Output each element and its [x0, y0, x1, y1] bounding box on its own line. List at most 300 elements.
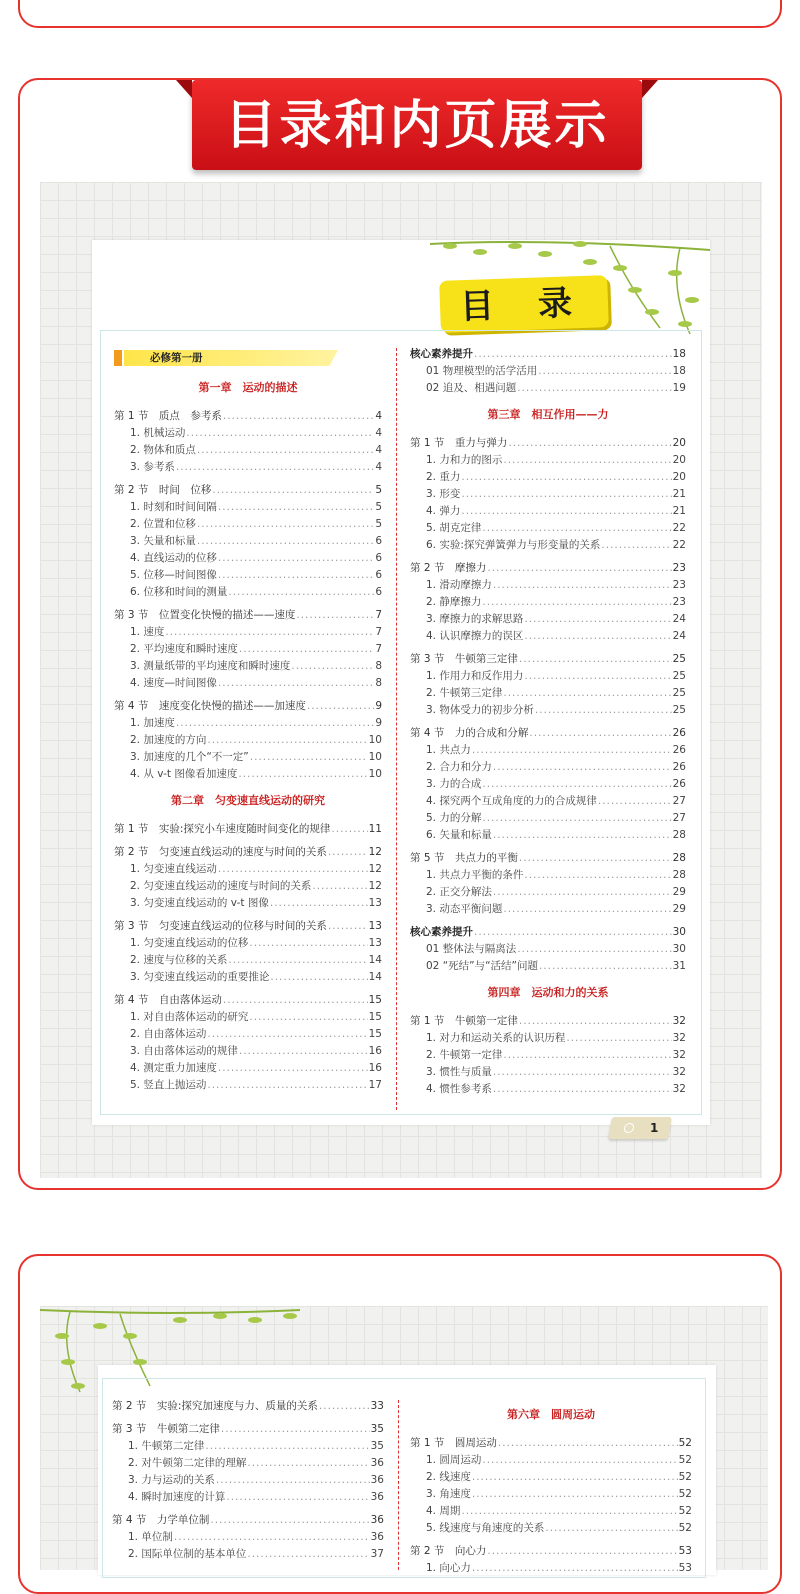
toc-entry-page: 28	[672, 829, 686, 841]
dot-leader	[218, 567, 374, 583]
toc-entry-title: 1. 匀变速直线运动的位移	[130, 937, 249, 949]
toc-entry-page: 26	[672, 744, 686, 756]
toc-entry-page: 32	[672, 1066, 686, 1078]
toc-entry-page: 10	[368, 751, 382, 763]
toc-entry-title: 5. 线速度与角速度的关系	[426, 1522, 545, 1534]
dot-leader	[328, 918, 368, 934]
toc-entry	[114, 1026, 382, 1042]
dot-leader	[524, 668, 671, 684]
toc-entry-title: 1. 牛顿第二定律	[128, 1440, 205, 1452]
toc-entry-page: 15	[368, 1011, 382, 1023]
toc-entry	[410, 486, 686, 502]
dot-leader	[218, 1060, 368, 1076]
toc-entry	[410, 827, 686, 843]
toc-entry	[410, 884, 686, 900]
toc-entry	[114, 878, 382, 894]
chapter-heading: 第四章 运动和力的关系	[487, 986, 609, 999]
dot-leader	[461, 1503, 677, 1519]
toc-entry	[112, 1455, 384, 1471]
column-divider	[396, 348, 397, 1110]
toc-entry-title: 4. 从 v-t 图像看加速度	[130, 768, 238, 780]
dot-leader	[228, 952, 367, 968]
toc-entry-page: 6	[375, 569, 382, 581]
toc-entry	[410, 537, 686, 553]
toc-entry	[410, 1469, 692, 1485]
dot-leader	[472, 1469, 678, 1485]
toc-entry-page: 36	[370, 1531, 384, 1543]
dot-leader	[249, 935, 367, 951]
dot-leader	[221, 1421, 370, 1437]
toc-entry	[410, 380, 686, 396]
toc-entry	[410, 1064, 686, 1080]
dot-leader	[239, 1043, 368, 1059]
dot-leader	[598, 793, 672, 809]
toc-entry-page: 13	[368, 937, 382, 949]
toc-entry-page: 23	[672, 596, 686, 608]
toc-entry-page: 35	[370, 1423, 384, 1435]
toc-entry-page: 8	[375, 660, 382, 672]
toc-entry-title: 3. 惯性与质量	[426, 1066, 492, 1078]
toc-entry-title: 4. 弹力	[426, 505, 461, 517]
toc-entry-page: 14	[368, 954, 382, 966]
toc-entry-page: 4	[375, 444, 382, 456]
toc-entry	[114, 732, 382, 748]
toc-entry-title: 3. 摩擦力的求解思路	[426, 613, 524, 625]
dot-leader	[228, 584, 374, 600]
dot-leader	[461, 469, 671, 485]
dot-leader	[493, 827, 672, 843]
dot-leader	[247, 1455, 369, 1471]
toc-section	[410, 1435, 692, 1451]
toc-section	[114, 844, 382, 860]
dot-leader	[519, 651, 672, 667]
toc-entry-title: 3. 动态平衡问题	[426, 903, 503, 915]
toc-entry-title: 2. 对牛顿第二定律的理解	[128, 1457, 247, 1469]
toc-section	[410, 560, 686, 576]
column-divider-2	[398, 1400, 399, 1570]
volume-tag-label: 必修第一册	[150, 352, 203, 364]
toc-entry-title: 1. 加速度	[130, 717, 175, 729]
toc-entry-title: 5. 力的分解	[426, 812, 482, 824]
toc-entry-title: 1. 时刻和时间间隔	[130, 501, 217, 513]
dot-leader	[247, 1546, 369, 1562]
toc-entry-page: 32	[672, 1015, 686, 1027]
toc-entry-title: 2. 加速度的方向	[130, 734, 207, 746]
dot-leader	[270, 969, 367, 985]
toc-entry	[112, 1438, 384, 1454]
toc-right-column-2	[410, 1407, 692, 1574]
toc-entry	[410, 611, 686, 627]
toc-entry	[112, 1529, 384, 1545]
toc-entry-page: 52	[678, 1505, 692, 1517]
toc-entry-title: 3. 物体受力的初步分析	[426, 704, 534, 716]
toc-entry-title: 2. 线速度	[426, 1471, 471, 1483]
toc-entry-title: 2. 重力	[426, 471, 461, 483]
toc-entry-page: 14	[368, 971, 382, 983]
toc-entry-page: 26	[672, 761, 686, 773]
toc-section	[114, 992, 382, 1008]
toc-entry-page: 52	[678, 1437, 692, 1449]
toc-entry-page: 16	[368, 1062, 382, 1074]
toc-entry	[112, 1489, 384, 1505]
toc-entry-page: 6	[375, 552, 382, 564]
toc-section	[114, 408, 382, 424]
dot-leader	[472, 1560, 678, 1576]
dot-leader	[524, 867, 671, 883]
toc-entry-page: 27	[672, 795, 686, 807]
toc-entry-page: 23	[672, 562, 686, 574]
dot-leader	[472, 1486, 678, 1502]
toc-entry-title: 第 4 节 速度变化快慢的描述——加速度	[114, 700, 306, 712]
toc-entry-page: 52	[678, 1471, 692, 1483]
toc-entry	[114, 1009, 382, 1025]
toc-section	[112, 1512, 384, 1528]
dot-leader	[197, 442, 374, 458]
dot-leader	[226, 1489, 369, 1505]
toc-entry-title: 第 1 节 牛顿第一定律	[410, 1015, 518, 1027]
toc-entry-title: 3. 加速度的几个“不一定”	[130, 751, 249, 763]
toc-entry	[410, 469, 686, 485]
toc-entry-page: 7	[375, 626, 382, 638]
toc-entry	[410, 363, 686, 379]
toc-entry-title: 第 2 节 向心力	[410, 1545, 487, 1557]
toc-entry-title: 6. 矢量和标量	[426, 829, 492, 841]
toc-section	[114, 821, 382, 837]
dot-leader	[508, 435, 671, 451]
dot-leader	[186, 425, 374, 441]
toc-entry	[410, 941, 686, 957]
toc-entry-page: 6	[375, 586, 382, 598]
toc-entry-title: 2. 静摩擦力	[426, 596, 482, 608]
toc-entry-page: 28	[672, 869, 686, 881]
toc-entry	[410, 1030, 686, 1046]
toc-section	[114, 918, 382, 934]
toc-core-section	[410, 346, 686, 362]
dot-leader	[472, 742, 672, 758]
toc-entry	[410, 901, 686, 917]
dot-leader	[493, 1064, 672, 1080]
toc-entry	[114, 1060, 382, 1076]
toc-entry	[114, 459, 382, 475]
toc-entry-title: 第 4 节 自由落体运动	[114, 994, 222, 1006]
toc-entry-page: 4	[375, 461, 382, 473]
toc-entry-title: 5. 位移—时间图像	[130, 569, 217, 581]
toc-entry-title: 1. 对自由落体运动的研究	[130, 1011, 249, 1023]
toc-entry-title: 核心素养提升	[410, 926, 473, 938]
dot-leader	[503, 1047, 671, 1063]
dot-leader	[487, 560, 671, 576]
toc-entry-title: 2. 国际单位制的基本单位	[128, 1548, 247, 1560]
dot-leader	[517, 941, 671, 957]
toc-entry-title: 2. 合力和分力	[426, 761, 492, 773]
toc-entry	[410, 577, 686, 593]
toc-entry-title: 4. 探究两个互成角度的力的合成规律	[426, 795, 597, 807]
toc-entry-page: 35	[370, 1440, 384, 1452]
chapter-heading: 第六章 圆周运动	[507, 1408, 595, 1421]
toc-entry-page: 22	[672, 522, 686, 534]
toc-entry-title: 01 物理模型的活学活用	[426, 365, 538, 377]
toc-entry-title: 1. 向心力	[426, 1562, 471, 1574]
toc-entry	[112, 1546, 384, 1562]
toc-entry-title: 第 1 节 圆周运动	[410, 1437, 497, 1449]
toc-entry-title: 第 1 节 重力与弹力	[410, 437, 508, 449]
toc-entry-page: 52	[678, 1522, 692, 1534]
dot-leader	[223, 408, 374, 424]
toc-entry-title: 5. 竖直上抛运动	[130, 1079, 207, 1091]
toc-entry-title: 3. 自由落体运动的规律	[130, 1045, 238, 1057]
toc-entry-page: 36	[370, 1457, 384, 1469]
toc-entry	[410, 702, 686, 718]
toc-entry-page: 30	[672, 926, 686, 938]
toc-section	[410, 1013, 686, 1029]
toc-entry	[114, 499, 382, 515]
toc-entry-title: 第 1 节 质点 参考系	[114, 410, 222, 422]
dot-leader	[174, 1529, 370, 1545]
toc-entry-title: 4. 认识摩擦力的误区	[426, 630, 524, 642]
toc-entry-page: 32	[672, 1032, 686, 1044]
chapter-heading: 第三章 相互作用——力	[487, 408, 609, 421]
toc-entry-title: 3. 测量纸带的平均速度和瞬时速度	[130, 660, 291, 672]
dot-leader	[197, 533, 374, 549]
dot-leader	[482, 594, 671, 610]
toc-entry-title: 1. 匀变速直线运动	[130, 863, 217, 875]
dot-leader	[165, 624, 374, 640]
toc-entry-page: 10	[368, 734, 382, 746]
dot-leader	[545, 1520, 677, 1536]
toc-entry-page: 5	[375, 501, 382, 513]
toc-entry-title: 1. 速度	[130, 626, 165, 638]
toc-entry-title: 02 “死结”与“活结”问题	[426, 960, 538, 972]
toc-entry	[410, 628, 686, 644]
toc-entry	[410, 1520, 692, 1536]
toc-entry	[410, 810, 686, 826]
toc-entry	[410, 1486, 692, 1502]
dot-leader	[218, 675, 374, 691]
toc-entry-title: 3. 角速度	[426, 1488, 471, 1500]
dot-leader	[529, 725, 671, 741]
toc-entry-title: 6. 实验:探究弹簧弹力与形变量的关系	[426, 539, 601, 551]
dot-leader	[487, 1543, 677, 1559]
toc-entry	[410, 452, 686, 468]
dot-leader	[312, 878, 367, 894]
toc-entry-page: 15	[368, 1028, 382, 1040]
toc-entry-page: 22	[672, 539, 686, 551]
toc-entry	[114, 861, 382, 877]
toc-entry-page: 32	[672, 1083, 686, 1095]
dot-leader	[482, 520, 671, 536]
toc-entry-title: 2. 牛顿第一定律	[426, 1049, 503, 1061]
toc-entry-page: 24	[672, 613, 686, 625]
toc-entry-page: 53	[678, 1562, 692, 1574]
toc-entry	[114, 533, 382, 549]
toc-entry-page: 10	[368, 768, 382, 780]
toc-entry-page: 12	[368, 846, 382, 858]
dot-leader	[601, 537, 671, 553]
dot-leader	[461, 503, 671, 519]
toc-entry-title: 1. 圆周运动	[426, 1454, 482, 1466]
toc-entry-page: 31	[672, 960, 686, 972]
toc-core-section	[410, 924, 686, 940]
dot-leader	[216, 1472, 370, 1488]
toc-entry	[114, 584, 382, 600]
toc-entry	[410, 1047, 686, 1063]
toc-entry-title: 4. 测定重力加速度	[130, 1062, 217, 1074]
toc-entry-page: 7	[375, 643, 382, 655]
dot-leader	[176, 459, 374, 475]
toc-entry-page: 9	[375, 717, 382, 729]
toc-entry-title: 1. 力和力的图示	[426, 454, 503, 466]
toc-section	[114, 607, 382, 623]
toc-entry	[114, 935, 382, 951]
dot-leader	[493, 577, 672, 593]
toc-entry-title: 3. 力的合成	[426, 778, 482, 790]
toc-entry-page: 16	[368, 1045, 382, 1057]
dot-leader	[212, 482, 374, 498]
toc-entry-page: 11	[368, 823, 382, 835]
toc-entry	[114, 516, 382, 532]
toc-entry-page: 36	[370, 1474, 384, 1486]
dot-leader	[539, 958, 672, 974]
dot-leader	[205, 1438, 369, 1454]
toc-entry	[410, 685, 686, 701]
dot-leader	[566, 1030, 671, 1046]
dot-leader	[238, 766, 367, 782]
toc-entry	[410, 867, 686, 883]
toc-section	[112, 1398, 384, 1414]
toc-entry	[410, 1452, 692, 1468]
toc-entry	[410, 1081, 686, 1097]
toc-section	[114, 698, 382, 714]
toc-left-column	[114, 380, 382, 1110]
toc-entry-title: 4. 直线运动的位移	[130, 552, 217, 564]
toc-entry	[410, 1503, 692, 1519]
toc-entry-title: 核心素养提升	[410, 348, 473, 360]
toc-entry-page: 28	[672, 852, 686, 864]
toc-entry-page: 20	[672, 471, 686, 483]
toc-entry-title: 3. 匀变速直线运动的 v-t 图像	[130, 897, 269, 909]
toc-entry-page: 25	[672, 687, 686, 699]
toc-entry	[114, 442, 382, 458]
toc-entry	[410, 668, 686, 684]
toc-entry-page: 6	[375, 535, 382, 547]
toc-entry	[410, 776, 686, 792]
toc-entry-title: 3. 匀变速直线运动的重要推论	[130, 971, 270, 983]
toc-section	[112, 1421, 384, 1437]
toc-entry-title: 第 5 节 共点力的平衡	[410, 852, 518, 864]
toc-entry-title: 第 4 节 力学单位制	[112, 1514, 210, 1526]
toc-entry	[410, 594, 686, 610]
toc-entry-title: 1. 共点力平衡的条件	[426, 869, 524, 881]
toc-entry-page: 25	[672, 670, 686, 682]
toc-entry	[410, 958, 686, 974]
toc-entry	[114, 715, 382, 731]
toc-entry-page: 29	[672, 903, 686, 915]
toc-entry-page: 19	[672, 382, 686, 394]
toc-entry	[410, 793, 686, 809]
dot-leader	[270, 895, 368, 911]
toc-entry-page: 12	[368, 863, 382, 875]
dot-leader	[197, 516, 374, 532]
toc-entry-title: 3. 参考系	[130, 461, 175, 473]
dot-leader	[493, 884, 672, 900]
toc-entry-title: 5. 胡克定律	[426, 522, 482, 534]
top-frame-edge	[18, 0, 782, 28]
toc-entry-page: 20	[672, 454, 686, 466]
toc-entry-page: 4	[375, 427, 382, 439]
toc-entry-title: 01 整体法与隔离法	[426, 943, 517, 955]
toc-entry-page: 4	[375, 410, 382, 422]
dot-leader	[519, 850, 672, 866]
dot-leader	[524, 628, 671, 644]
toc-entry-title: 2. 牛顿第三定律	[426, 687, 503, 699]
dot-leader	[503, 901, 671, 917]
toc-entry-page: 26	[672, 778, 686, 790]
toc-entry-title: 第 3 节 牛顿第二定律	[112, 1423, 220, 1435]
toc-entry-page: 20	[672, 437, 686, 449]
dot-leader	[207, 1026, 367, 1042]
toc-title: 目 录	[439, 275, 609, 333]
toc-entry-title: 1. 作用力和反作用力	[426, 670, 524, 682]
toc-entry-page: 21	[672, 488, 686, 500]
toc-entry-page: 17	[368, 1079, 382, 1091]
toc-entry-page: 36	[370, 1514, 384, 1526]
toc-entry	[114, 567, 382, 583]
toc-section	[410, 435, 686, 451]
dot-leader	[493, 1081, 672, 1097]
toc-entry	[114, 895, 382, 911]
toc-entry-page: 27	[672, 812, 686, 824]
toc-entry-page: 29	[672, 886, 686, 898]
toc-entry-title: 第 1 节 实验:探究小车速度随时间变化的规律	[114, 823, 331, 835]
dot-leader	[296, 607, 374, 623]
toc-entry-title: 第 4 节 力的合成和分解	[410, 727, 529, 739]
toc-entry	[114, 624, 382, 640]
toc-entry-page: 36	[370, 1491, 384, 1503]
toc-entry	[410, 503, 686, 519]
dot-leader	[519, 1013, 672, 1029]
dot-leader	[474, 924, 672, 940]
toc-entry-title: 2. 平均速度和瞬时速度	[130, 643, 238, 655]
toc-entry-title: 2. 物体和质点	[130, 444, 196, 456]
toc-entry-title: 第 3 节 牛顿第三定律	[410, 653, 518, 665]
dot-leader	[250, 749, 368, 765]
dot-leader	[223, 992, 368, 1008]
toc-entry-title: 4. 速度—时间图像	[130, 677, 217, 689]
toc-section	[410, 725, 686, 741]
toc-entry-page: 21	[672, 505, 686, 517]
dot-leader	[207, 1077, 367, 1093]
dot-leader	[535, 702, 672, 718]
toc-entry-title: 第 2 节 实验:探究加速度与力、质量的关系	[112, 1400, 318, 1412]
toc-entry	[114, 952, 382, 968]
dot-leader	[503, 685, 671, 701]
toc-section	[114, 482, 382, 498]
toc-entry-title: 4. 惯性参考系	[426, 1083, 492, 1095]
toc-right-column	[410, 346, 686, 1110]
dot-leader	[239, 641, 374, 657]
toc-entry-page: 25	[672, 704, 686, 716]
toc-entry-page: 25	[672, 653, 686, 665]
toc-entry-page: 8	[375, 677, 382, 689]
toc-entry-page: 26	[672, 727, 686, 739]
toc-entry-page: 13	[368, 920, 382, 932]
toc-entry	[410, 742, 686, 758]
toc-entry-page: 23	[672, 579, 686, 591]
toc-entry-title: 1. 单位制	[128, 1531, 173, 1543]
dot-leader	[517, 380, 671, 396]
toc-entry-title: 2. 位置和位移	[130, 518, 196, 530]
dot-leader	[291, 658, 374, 674]
